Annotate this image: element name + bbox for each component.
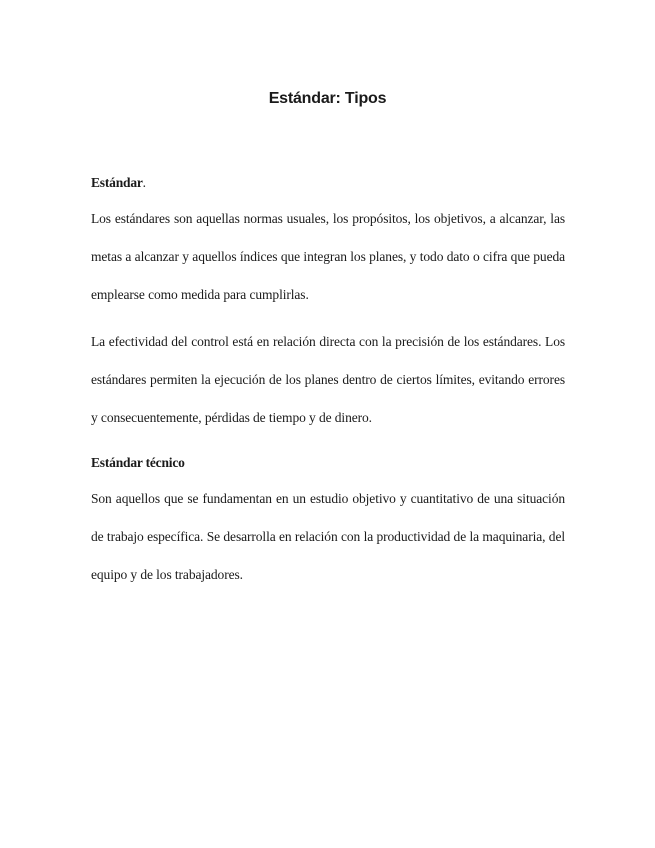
section-heading-estandar [91,168,565,198]
document-body [91,168,565,594]
paragraph-technical: Son aquellos que se fundamentan en un estudio objetivo y cuantitativo de una situación de trabajo específica. Se desarrolla en relación con la productividad de la maquinaria, del equipo y de los trabajadores. [91,491,565,582]
section-heading-punctuation: . [142,175,146,190]
paragraph-effectiveness: La efectividad del control está en relación directa con la precisión de los estándares. Los estándares permiten la ejecución de los planes dentro de ciertos límites, evitando errores y consecuentemente, pérdidas de tiempo y de dinero. [91,334,565,425]
page-title: Estándar: Tipos [268,90,387,107]
paragraph-definition: Los estándares son aquellas normas usuales, los propósitos, los objetivos, a alcanzar, las metas a alcanzar y aquellos índices que integran los planes, y todo dato o cifra que pueda emplearse como medida para cumplirlas. [91,211,565,302]
section-heading-estandar-tecnico: Estándar técnico [91,455,185,470]
section-heading-text: Estándar [91,175,143,190]
